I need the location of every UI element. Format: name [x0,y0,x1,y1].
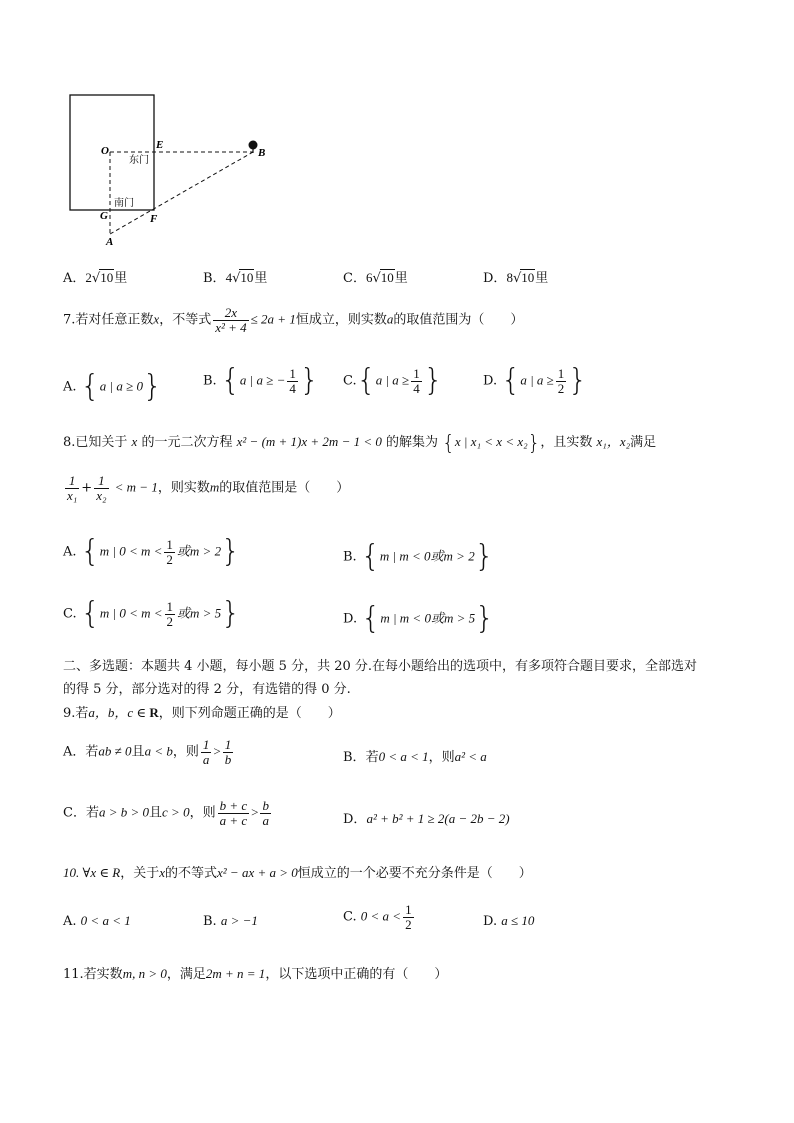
q9-option-b[interactable]: B．若0 < a < 1，则a² < a [343,749,487,765]
q7-option-c[interactable]: C.{a | a ≥ $\frac{1}{4}$ } [343,363,443,398]
label-f: F [150,213,158,225]
label-south-gate: 南门 [114,198,134,209]
q6-option-d[interactable]: D．8√10里 [483,270,549,286]
q10-stem: 10. ∀x ∈ R，关于x的不等式x² − ax + a > 0恒成立的一个必要不充分条件是（ ） [63,865,532,881]
label-east-gate: 东门 [129,155,149,166]
q6-option-a[interactable]: A．2√10里 [63,270,128,286]
q9-stem: 9.若a，b，c ∈ R，则下列命题正确的是（ ） [63,705,341,721]
q8-option-d[interactable]: D. {m | m < 0或m > 5} [343,601,495,636]
label-a: A [106,236,114,248]
q9-option-c[interactable]: C．若a > b > 0且c > 0，则 $\frac{b + c}{a + c}$ > $\frac{b}{a}$ [63,798,269,828]
q9-option-d[interactable]: D．a² + b² + 1 ≥ 2(a − 2b − 2) [343,811,510,827]
q10-option-c[interactable]: C. 0 < a < $\frac{1}{2}$ [343,902,412,932]
q6-option-b[interactable]: B．4√10里 [203,270,268,286]
q9-option-a[interactable]: A．若ab ≠ 0且a < b，则 $\frac{1}{a}$ > $\frac{1}{b}$ [63,737,232,767]
q6-option-c[interactable]: C．6√10里 [343,270,408,286]
geometry-diagram [60,88,280,253]
q8-option-c[interactable]: C. {m | 0 < m < $\frac{1}{2}$ 或m > 5} [63,596,241,631]
q7-stem: 7.若对任意正数x，不等式 $\frac{2x}{\text{x² + 4}}$ ≤ 2a + 1恒成立，则实数a的取值范围为（ ） [63,305,524,335]
q11-stem: 11.若实数m, n > 0，满足2m + n = 1，以下选项中正确的有（ ） [63,966,448,982]
label-g: G [100,210,108,222]
q7-option-d[interactable]: D. {a | a ≥ $\frac{1}{2}$ } [483,363,588,398]
section2-line1: 二、多选题：本题共 4 小题，每小题 5 分，共 20 分.在每小题给出的选项中，有多项符合题目要求，全部选对 [63,659,698,674]
q10-option-d[interactable]: D. a ≤ 10 [483,913,535,929]
q10-option-b[interactable]: B. a > −1 [203,913,258,929]
q8-option-b[interactable]: B. {m | m < 0或m > 2} [343,539,494,574]
label-e: E [156,139,164,151]
q7-option-a[interactable]: A. {a | a ≥ 0} [63,369,163,404]
q7-option-b[interactable]: B. {a | a ≥ − $\frac{1}{4}$ } [203,363,319,398]
label-b: B [258,147,266,159]
section2-line2: 的得 5 分，部分选对的得 2 分，有选错的得 0 分. [63,682,351,697]
q8-stem-line1: 8.已知关于 x 的一元二次方程 x² − (m + 1)x + 2m − 1 < 0 的解集为 {x | x₁ < x < x₂}，且实数 x₁，x₂满足 [63,430,657,455]
label-o: O [101,145,109,157]
q7-fraction: $\frac{2x}{\text{x² + 4}}$ [215,305,247,335]
q8-option-a[interactable]: A. {m | 0 < m < $\frac{1}{2}$ 或m > 2} [63,534,241,569]
q8-stem-line2: $\frac{1}{\text{x₁}}$ + $\frac{1}{\text{x₂}}$ < m − 1，则实数m的取值范围是（ ） [67,473,350,503]
q10-option-a[interactable]: A. 0 < a < 1 [63,913,131,929]
